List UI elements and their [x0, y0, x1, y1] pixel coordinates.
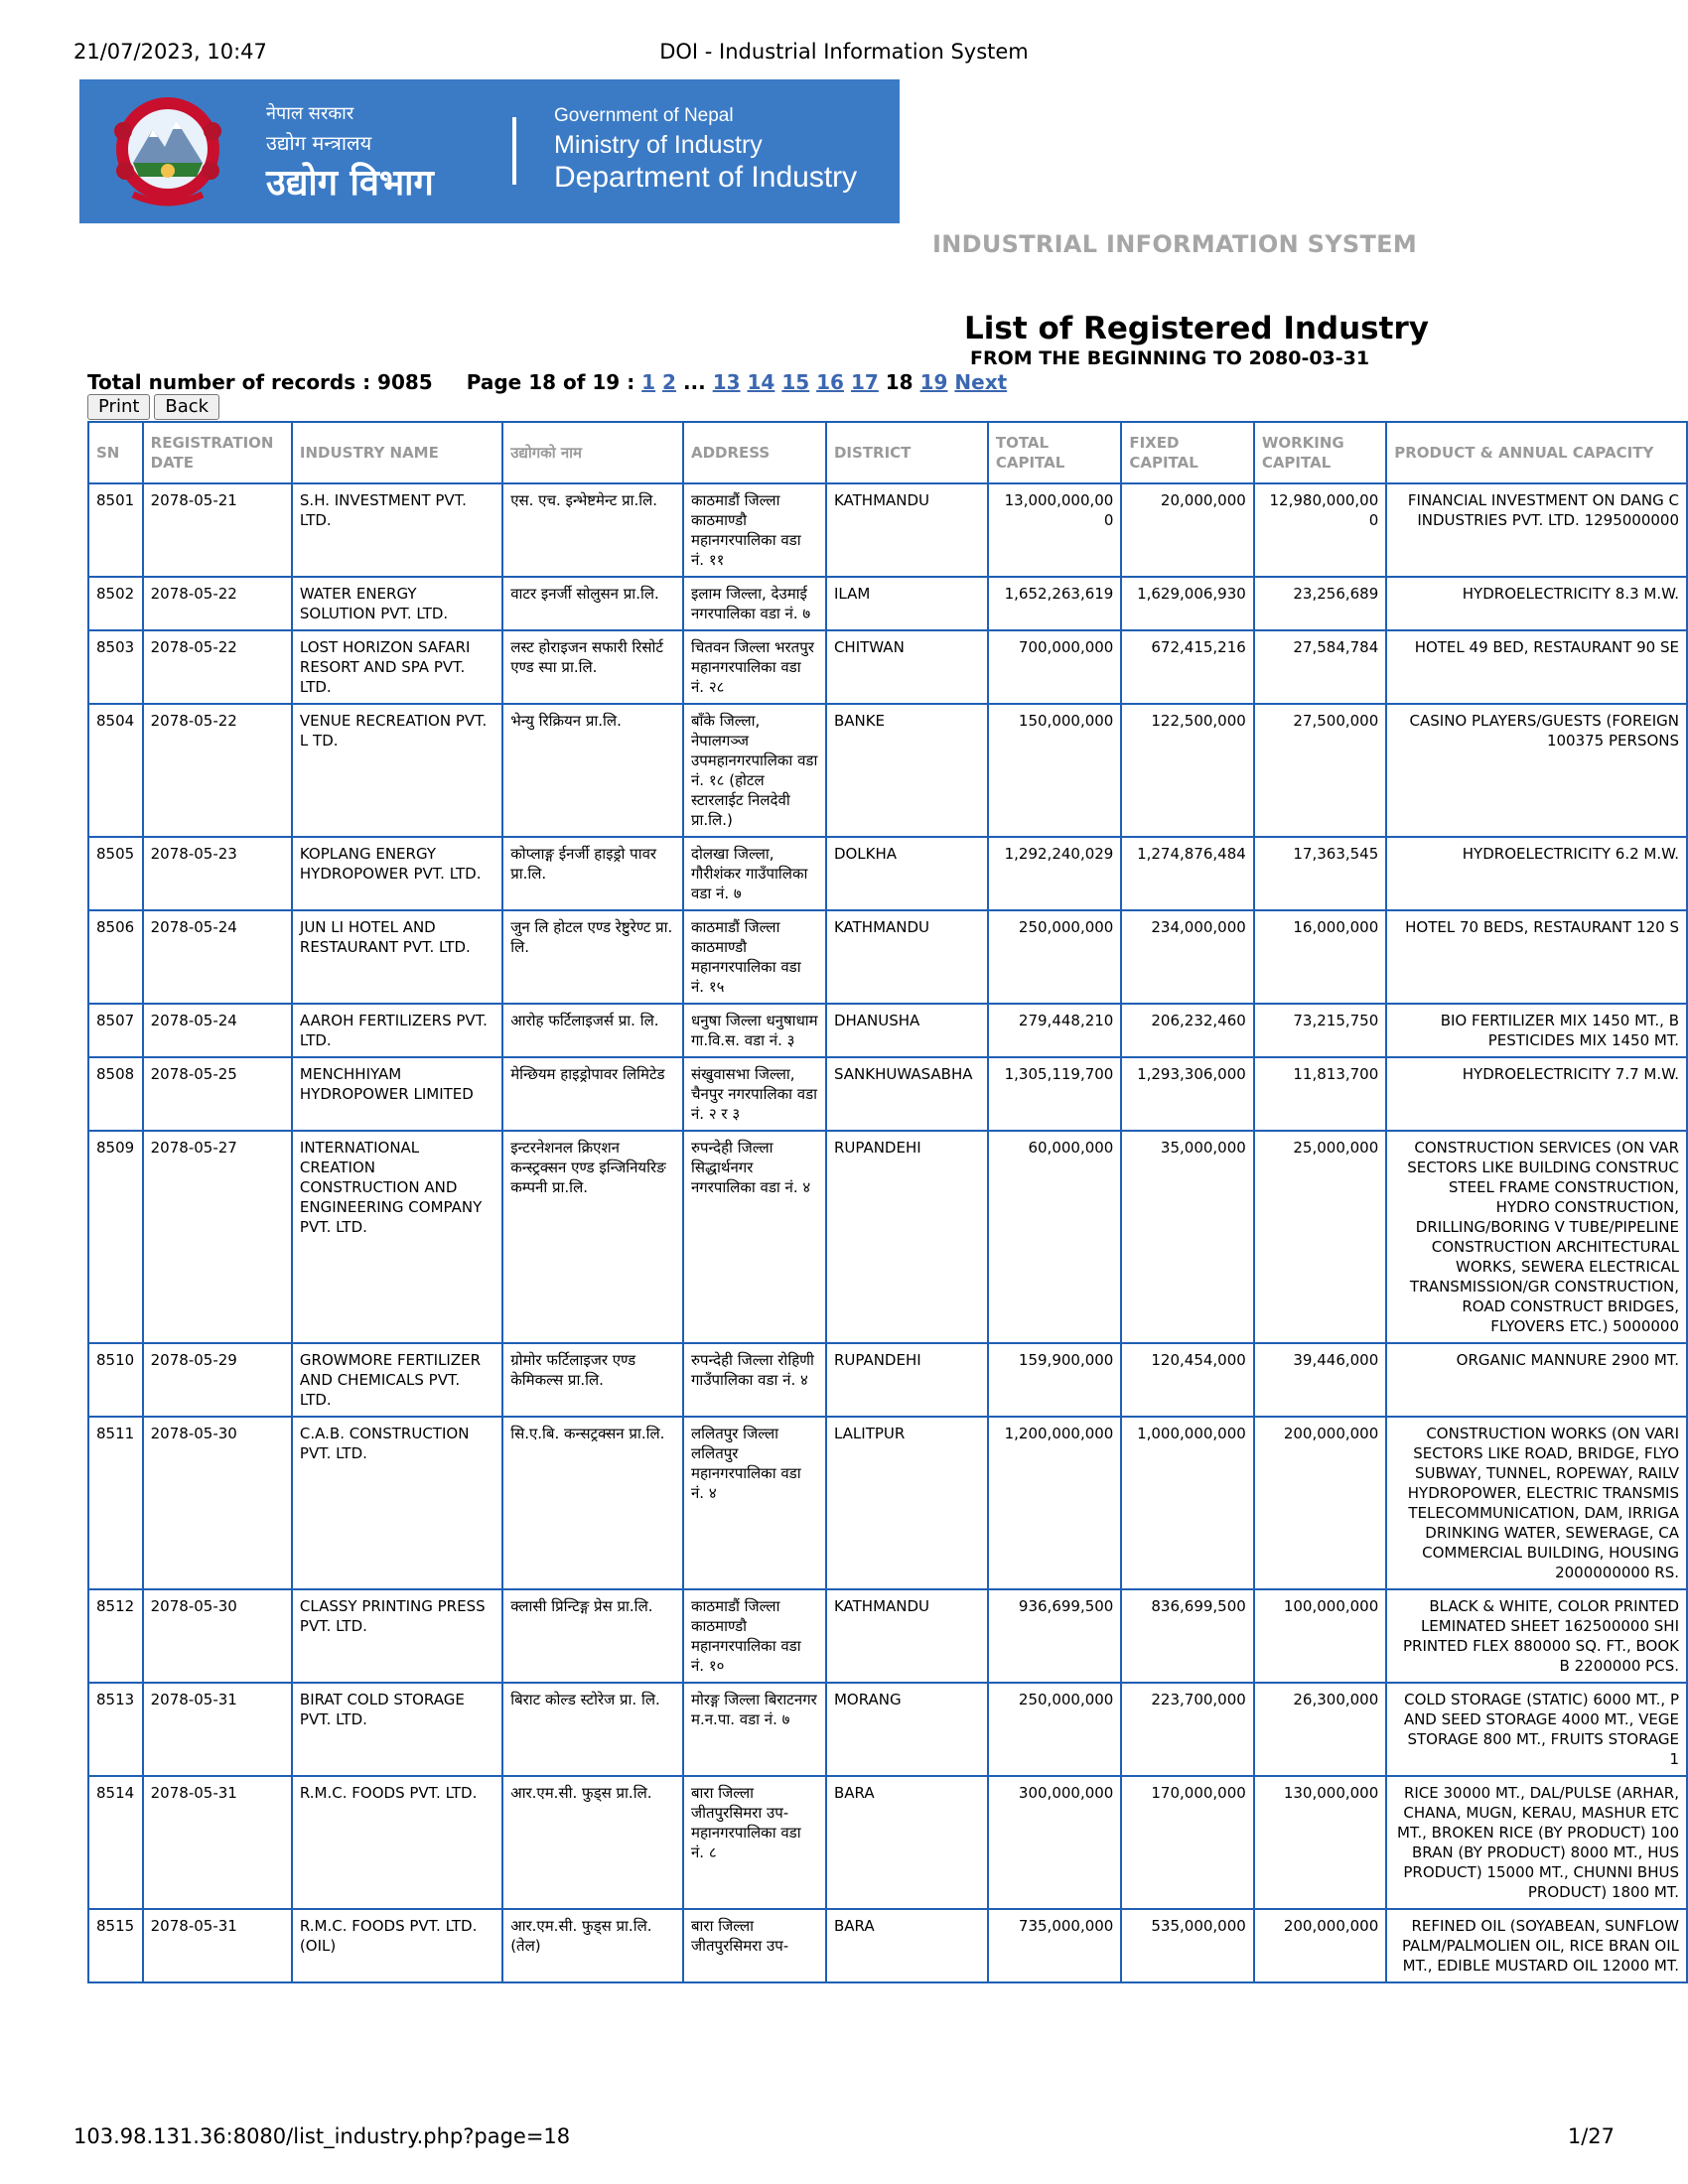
cell-fixed-capital: 836,699,500	[1121, 1589, 1253, 1683]
cell-product-capacity: BIO FERTILIZER MIX 1450 MT., B PESTICIDES MIX 1450 MT.	[1386, 1004, 1687, 1057]
industry-table-wrapper	[87, 421, 1679, 2109]
cell-district: BANKE	[826, 704, 988, 837]
cell-industry-name: CLASSY PRINTING PRESS PVT. LTD.	[292, 1589, 502, 1683]
cell-product-capacity: HYDROELECTRICITY 6.2 M.W.	[1386, 837, 1687, 910]
banner-np-line3: उद्योग विभाग	[266, 163, 434, 204]
cell-address: काठमाडौं जिल्ला काठमाण्डौ महानगरपालिका वडा नं. १५	[683, 910, 826, 1004]
cell-industry-name-np: जुन लि होटल एण्ड रेष्टुरेण्ट प्रा. लि.	[502, 910, 683, 1004]
cell-fixed-capital: 1,293,306,000	[1121, 1057, 1253, 1131]
cell-industry-name: MENCHHIYAM HYDROPOWER LIMITED	[292, 1057, 502, 1131]
cell-address: संखुवासभा जिल्ला, चैनपुर नगरपालिका वडा नं. २ र ३	[683, 1057, 826, 1131]
cell-industry-name: INTERNATIONAL CREATION CONSTRUCTION AND ENGINEERING COMPANY PVT. LTD.	[292, 1131, 502, 1343]
cell-district: MORANG	[826, 1683, 988, 1776]
cell-industry-name-np: एस. एच. इन्भेष्टमेन्ट प्रा.लि.	[502, 483, 683, 577]
cell-sn: 8511	[88, 1417, 143, 1589]
cell-fixed-capital: 1,629,006,930	[1121, 577, 1253, 630]
cell-working-capital: 11,813,700	[1254, 1057, 1386, 1131]
cell-district: KATHMANDU	[826, 910, 988, 1004]
banner-en-line1: Government of Nepal	[554, 105, 734, 126]
cell-total-capital: 250,000,000	[988, 1683, 1122, 1776]
cell-date: 2078-05-31	[143, 1909, 292, 1982]
cell-district: LALITPUR	[826, 1417, 988, 1589]
table-row	[88, 630, 1687, 704]
cell-working-capital: 200,000,000	[1254, 1417, 1386, 1589]
cell-address: दोलखा जिल्ला, गौरीशंकर गाउँपालिका वडा नं. ७	[683, 837, 826, 910]
cell-address: बारा जिल्ला जीतपुरसिमरा उप-	[683, 1909, 826, 1982]
col-sn: SN	[88, 422, 143, 483]
pagination-ellipsis: ...	[682, 370, 706, 394]
cell-sn: 8506	[88, 910, 143, 1004]
page-link-2[interactable]: 2	[662, 370, 676, 394]
cell-sn: 8508	[88, 1057, 143, 1131]
col-industry-name: INDUSTRY NAME	[292, 422, 502, 483]
page-link-13[interactable]: 13	[712, 370, 741, 394]
cell-district: RUPANDEHI	[826, 1131, 988, 1343]
cell-product-capacity: ORGANIC MANNURE 2900 MT.	[1386, 1343, 1687, 1417]
cell-total-capital: 936,699,500	[988, 1589, 1122, 1683]
table-row	[88, 483, 1687, 577]
cell-address: धनुषा जिल्ला धनुषाधाम गा.वि.स. वडा नं. ३	[683, 1004, 826, 1057]
col-total-capital: TOTAL CAPITAL	[988, 422, 1122, 483]
print-header	[73, 40, 1615, 69]
cell-total-capital: 1,652,263,619	[988, 577, 1122, 630]
cell-address: काठमाडौं जिल्ला काठमाण्डौ महानगरपालिका वडा नं. ११	[683, 483, 826, 577]
page-link-1[interactable]: 1	[641, 370, 656, 394]
cell-total-capital: 150,000,000	[988, 704, 1122, 837]
cell-industry-name: AAROH FERTILIZERS PVT. LTD.	[292, 1004, 502, 1057]
table-row	[88, 1131, 1687, 1343]
banner-np-line1: नेपाल सरकार	[266, 103, 354, 124]
cell-date: 2078-05-22	[143, 630, 292, 704]
nepal-emblem-icon	[103, 91, 232, 210]
cell-industry-name: LOST HORIZON SAFARI RESORT AND SPA PVT. LTD.	[292, 630, 502, 704]
cell-total-capital: 700,000,000	[988, 630, 1122, 704]
cell-fixed-capital: 20,000,000	[1121, 483, 1253, 577]
cell-district: BARA	[826, 1909, 988, 1982]
cell-address: मोरङ्ग जिल्ला बिराटनगर म.न.पा. वडा नं. ७	[683, 1683, 826, 1776]
cell-product-capacity: FINANCIAL INVESTMENT ON DANG C INDUSTRIES PVT. LTD. 1295000000	[1386, 483, 1687, 577]
cell-total-capital: 13,000,000,000	[988, 483, 1122, 577]
banner-en-line3: Department of Industry	[554, 161, 858, 194]
cell-date: 2078-05-24	[143, 1004, 292, 1057]
cell-fixed-capital: 535,000,000	[1121, 1909, 1253, 1982]
cell-date: 2078-05-31	[143, 1776, 292, 1909]
col-registration-date: REGISTRATION DATE	[143, 422, 292, 483]
cell-industry-name: S.H. INVESTMENT PVT. LTD.	[292, 483, 502, 577]
cell-industry-name-np: मेन्छियम हाइड्रोपावर लिमिटेड	[502, 1057, 683, 1131]
banner-divider	[512, 117, 516, 185]
footer-page-number: 1/27	[1567, 2124, 1615, 2148]
col-fixed-capital: FIXED CAPITAL	[1121, 422, 1253, 483]
cell-district: DOLKHA	[826, 837, 988, 910]
department-banner	[79, 79, 900, 223]
cell-address: बारा जिल्ला जीतपुरसिमरा उप-महानगरपालिका वडा नं. ८	[683, 1776, 826, 1909]
cell-district: SANKHUWASABHA	[826, 1057, 988, 1131]
table-row	[88, 837, 1687, 910]
pagination-bar	[87, 370, 1007, 394]
cell-working-capital: 16,000,000	[1254, 910, 1386, 1004]
cell-address: बाँके जिल्ला, नेपालगञ्ज उपमहानगरपालिका वडा नं. १८ (होटल स्टारलाईट निलदेवी प्रा.लि.)	[683, 704, 826, 837]
cell-working-capital: 200,000,000	[1254, 1909, 1386, 1982]
col-working-capital: WORKING CAPITAL	[1254, 422, 1386, 483]
cell-sn: 8507	[88, 1004, 143, 1057]
cell-product-capacity: CONSTRUCTION WORKS (ON VARI SECTORS LIKE ROAD, BRIDGE, FLYO SUBWAY, TUNNEL, ROPEWAY, RAILV HYDROPOWER, ELECTRIC TRANSMIS TELECOMMUNICATION, DAM, IRRIGA DRINKING WATER, SEWERAGE, CA COMMERCIAL BUILDING, HOUSING 2000000000 RS.	[1386, 1417, 1687, 1589]
cell-district: CHITWAN	[826, 630, 988, 704]
cell-date: 2078-05-27	[143, 1131, 292, 1343]
cell-working-capital: 12,980,000,000	[1254, 483, 1386, 577]
industry-table	[87, 421, 1688, 1983]
cell-industry-name: VENUE RECREATION PVT. L TD.	[292, 704, 502, 837]
cell-industry-name-np: वाटर इनर्जी सोलुसन प्रा.लि.	[502, 577, 683, 630]
print-button[interactable]: Print	[87, 394, 150, 420]
cell-fixed-capital: 223,700,000	[1121, 1683, 1253, 1776]
cell-product-capacity: CONSTRUCTION SERVICES (ON VAR SECTORS LIKE BUILDING CONSTRUC STEEL FRAME CONSTRUCTION, HYDRO CONSTRUCTION, DRILLING/BORING V TUBE/PIPELINE CONSTRUCTION ARCHITECTURAL WORKS, SEWERA ELECTRICAL TRANSMISSION/GR CONSTRUCTION, ROAD CONSTRUCT BRIDGES, FLYOVERS ETC.) 5000000	[1386, 1131, 1687, 1343]
table-row	[88, 704, 1687, 837]
cell-address: रुपन्देही जिल्ला रोहिणी गाउँपालिका वडा नं. ४	[683, 1343, 826, 1417]
cell-district: KATHMANDU	[826, 483, 988, 577]
cell-total-capital: 735,000,000	[988, 1909, 1122, 1982]
table-header-row	[88, 422, 1687, 483]
cell-product-capacity: RICE 30000 MT., DAL/PULSE (ARHAR, CHANA, MUGN, KERAU, MASHUR ETC MT., BROKEN RICE (BY PRODUCT) 100 BRAN (BY PRODUCT) 8000 MT., HUS PRODUCT) 15000 MT., CHUNNI BHUS PRODUCT) 1800 MT.	[1386, 1776, 1687, 1909]
cell-working-capital: 27,500,000	[1254, 704, 1386, 837]
cell-industry-name: GROWMORE FERTILIZER AND CHEMICALS PVT. LTD.	[292, 1343, 502, 1417]
cell-address: रुपन्देही जिल्ला सिद्धार्थनगर नगरपालिका वडा नं. ४	[683, 1131, 826, 1343]
cell-fixed-capital: 122,500,000	[1121, 704, 1253, 837]
cell-industry-name-np: इन्टरनेशनल क्रिएशन कन्स्ट्रक्सन एण्ड इन्जिनियरिङ कम्पनी प्रा.लि.	[502, 1131, 683, 1343]
cell-industry-name: KOPLANG ENERGY HYDROPOWER PVT. LTD.	[292, 837, 502, 910]
cell-industry-name-np: कोप्लाङ्ग ईनर्जी हाइड्रो पावर प्रा.लि.	[502, 837, 683, 910]
cell-working-capital: 17,363,545	[1254, 837, 1386, 910]
cell-working-capital: 130,000,000	[1254, 1776, 1386, 1909]
cell-sn: 8509	[88, 1131, 143, 1343]
current-page: 18	[885, 370, 914, 394]
cell-sn: 8501	[88, 483, 143, 577]
table-row	[88, 910, 1687, 1004]
cell-district: KATHMANDU	[826, 1589, 988, 1683]
cell-fixed-capital: 1,000,000,000	[1121, 1417, 1253, 1589]
cell-date: 2078-05-24	[143, 910, 292, 1004]
cell-industry-name-np: ग्रोमोर फर्टिलाइजर एण्ड केमिकल्स प्रा.लि.	[502, 1343, 683, 1417]
system-title: INDUSTRIAL INFORMATION SYSTEM	[932, 230, 1418, 258]
cell-date: 2078-05-30	[143, 1417, 292, 1589]
cell-industry-name-np: सि.ए.बि. कन्सट्रक्सन प्रा.लि.	[502, 1417, 683, 1589]
cell-industry-name-np: लस्ट होराइजन सफारी रिसोर्ट एण्ड स्पा प्रा.लि.	[502, 630, 683, 704]
cell-address: काठमाडौं जिल्ला काठमाण्डौ महानगरपालिका वडा नं. १०	[683, 1589, 826, 1683]
list-subtitle: FROM THE BEGINNING TO 2080-03-31	[970, 347, 1370, 369]
cell-date: 2078-05-30	[143, 1589, 292, 1683]
table-row	[88, 1909, 1687, 1982]
col-address: ADDRESS	[683, 422, 826, 483]
col-district: DISTRICT	[826, 422, 988, 483]
cell-total-capital: 60,000,000	[988, 1131, 1122, 1343]
action-buttons	[87, 394, 223, 420]
table-row	[88, 1004, 1687, 1057]
banner-en-line2: Ministry of Industry	[554, 131, 763, 159]
cell-industry-name-np: भेन्यु रिक्रियन प्रा.लि.	[502, 704, 683, 837]
cell-total-capital: 159,900,000	[988, 1343, 1122, 1417]
cell-sn: 8504	[88, 704, 143, 837]
cell-sn: 8514	[88, 1776, 143, 1909]
table-row	[88, 1776, 1687, 1909]
cell-industry-name: R.M.C. FOODS PVT. LTD. (OIL)	[292, 1909, 502, 1982]
cell-date: 2078-05-25	[143, 1057, 292, 1131]
table-row	[88, 1057, 1687, 1131]
banner-np-line2: उद्योग मन्त्रालय	[266, 131, 372, 155]
cell-product-capacity: HYDROELECTRICITY 8.3 M.W.	[1386, 577, 1687, 630]
pagination-label: Page 18 of 19 :	[466, 370, 635, 394]
cell-industry-name: WATER ENERGY SOLUTION PVT. LTD.	[292, 577, 502, 630]
list-title: List of Registered Industry	[964, 311, 1429, 346]
cell-date: 2078-05-21	[143, 483, 292, 577]
cell-product-capacity: HOTEL 70 BEDS, RESTAURANT 120 S	[1386, 910, 1687, 1004]
print-datetime: 21/07/2023, 10:47	[73, 40, 267, 64]
cell-fixed-capital: 672,415,216	[1121, 630, 1253, 704]
col-industry-name-np: उद्योगको नाम	[502, 422, 683, 483]
cell-working-capital: 100,000,000	[1254, 1589, 1386, 1683]
cell-total-capital: 300,000,000	[988, 1776, 1122, 1909]
cell-fixed-capital: 1,274,876,484	[1121, 837, 1253, 910]
cell-industry-name: JUN LI HOTEL AND RESTAURANT PVT. LTD.	[292, 910, 502, 1004]
cell-working-capital: 23,256,689	[1254, 577, 1386, 630]
cell-sn: 8502	[88, 577, 143, 630]
cell-industry-name-np: आरोह फर्टिलाइजर्स प्रा. लि.	[502, 1004, 683, 1057]
cell-sn: 8503	[88, 630, 143, 704]
cell-total-capital: 279,448,210	[988, 1004, 1122, 1057]
cell-product-capacity: HYDROELECTRICITY 7.7 M.W.	[1386, 1057, 1687, 1131]
cell-industry-name: BIRAT COLD STORAGE PVT. LTD.	[292, 1683, 502, 1776]
cell-district: ILAM	[826, 577, 988, 630]
cell-working-capital: 27,584,784	[1254, 630, 1386, 704]
cell-sn: 8510	[88, 1343, 143, 1417]
cell-working-capital: 25,000,000	[1254, 1131, 1386, 1343]
cell-district: RUPANDEHI	[826, 1343, 988, 1417]
cell-total-capital: 1,305,119,700	[988, 1057, 1122, 1131]
back-button[interactable]: Back	[154, 394, 219, 420]
cell-fixed-capital: 234,000,000	[1121, 910, 1253, 1004]
cell-total-capital: 1,200,000,000	[988, 1417, 1122, 1589]
footer-url: 103.98.131.36:8080/list_industry.php?page=18	[73, 2124, 571, 2148]
cell-address: चितवन जिल्ला भरतपुर महानगरपालिका वडा नं. २८	[683, 630, 826, 704]
cell-product-capacity: COLD STORAGE (STATIC) 6000 MT., P AND SEED STORAGE 4000 MT., VEGE STORAGE 800 MT., FRUITS STORAGE 1	[1386, 1683, 1687, 1776]
cell-fixed-capital: 35,000,000	[1121, 1131, 1253, 1343]
cell-product-capacity: HOTEL 49 BED, RESTAURANT 90 SE	[1386, 630, 1687, 704]
page-link-15[interactable]: 15	[781, 370, 810, 394]
cell-district: DHANUSHA	[826, 1004, 988, 1057]
cell-industry-name: R.M.C. FOODS PVT. LTD.	[292, 1776, 502, 1909]
col-product-capacity: PRODUCT & ANNUAL CAPACITY	[1386, 422, 1687, 483]
table-row	[88, 1589, 1687, 1683]
page-link-19[interactable]: 19	[919, 370, 948, 394]
cell-industry-name-np: आर.एम.सी. फुड्स प्रा.लि. (तेल)	[502, 1909, 683, 1982]
table-row	[88, 1683, 1687, 1776]
cell-industry-name: C.A.B. CONSTRUCTION PVT. LTD.	[292, 1417, 502, 1589]
cell-industry-name-np: आर.एम.सी. फुड्स प्रा.लि.	[502, 1776, 683, 1909]
cell-date: 2078-05-22	[143, 577, 292, 630]
cell-sn: 8505	[88, 837, 143, 910]
cell-product-capacity: BLACK & WHITE, COLOR PRINTED LEMINATED SHEET 162500000 SHI PRINTED FLEX 880000 SQ. FT., BOOK B 2200000 PCS.	[1386, 1589, 1687, 1683]
cell-working-capital: 73,215,750	[1254, 1004, 1386, 1057]
cell-date: 2078-05-29	[143, 1343, 292, 1417]
cell-sn: 8513	[88, 1683, 143, 1776]
cell-total-capital: 1,292,240,029	[988, 837, 1122, 910]
cell-industry-name-np: बिराट कोल्ड स्टोरेज प्रा. लि.	[502, 1683, 683, 1776]
cell-product-capacity: REFINED OIL (SOYABEAN, SUNFLOW PALM/PALMOLIEN OIL, RICE BRAN OIL MT., EDIBLE MUSTARD OIL 12000 MT.	[1386, 1909, 1687, 1982]
cell-fixed-capital: 170,000,000	[1121, 1776, 1253, 1909]
total-records: Total number of records : 9085	[87, 370, 433, 394]
page-link-14[interactable]: 14	[747, 370, 775, 394]
table-row	[88, 1343, 1687, 1417]
cell-product-capacity: CASINO PLAYERS/GUESTS (FOREIGN 100375 PERSONS	[1386, 704, 1687, 837]
cell-sn: 8512	[88, 1589, 143, 1683]
cell-fixed-capital: 206,232,460	[1121, 1004, 1253, 1057]
page-link-17[interactable]: 17	[850, 370, 879, 394]
cell-fixed-capital: 120,454,000	[1121, 1343, 1253, 1417]
cell-working-capital: 26,300,000	[1254, 1683, 1386, 1776]
print-page-title: DOI - Industrial Information System	[659, 40, 1029, 64]
cell-total-capital: 250,000,000	[988, 910, 1122, 1004]
next-page-link[interactable]: Next	[954, 370, 1008, 394]
cell-working-capital: 39,446,000	[1254, 1343, 1386, 1417]
table-row	[88, 1417, 1687, 1589]
cell-address: इलाम जिल्ला, देउमाई नगरपालिका वडा नं. ७	[683, 577, 826, 630]
cell-date: 2078-05-22	[143, 704, 292, 837]
cell-district: BARA	[826, 1776, 988, 1909]
table-row	[88, 577, 1687, 630]
cell-address: ललितपुर जिल्ला ललितपुर महानगरपालिका वडा नं. ४	[683, 1417, 826, 1589]
cell-date: 2078-05-31	[143, 1683, 292, 1776]
page-link-16[interactable]: 16	[816, 370, 844, 394]
cell-date: 2078-05-23	[143, 837, 292, 910]
cell-sn: 8515	[88, 1909, 143, 1982]
cell-industry-name-np: क्लासी प्रिन्टिङ्ग प्रेस प्रा.लि.	[502, 1589, 683, 1683]
